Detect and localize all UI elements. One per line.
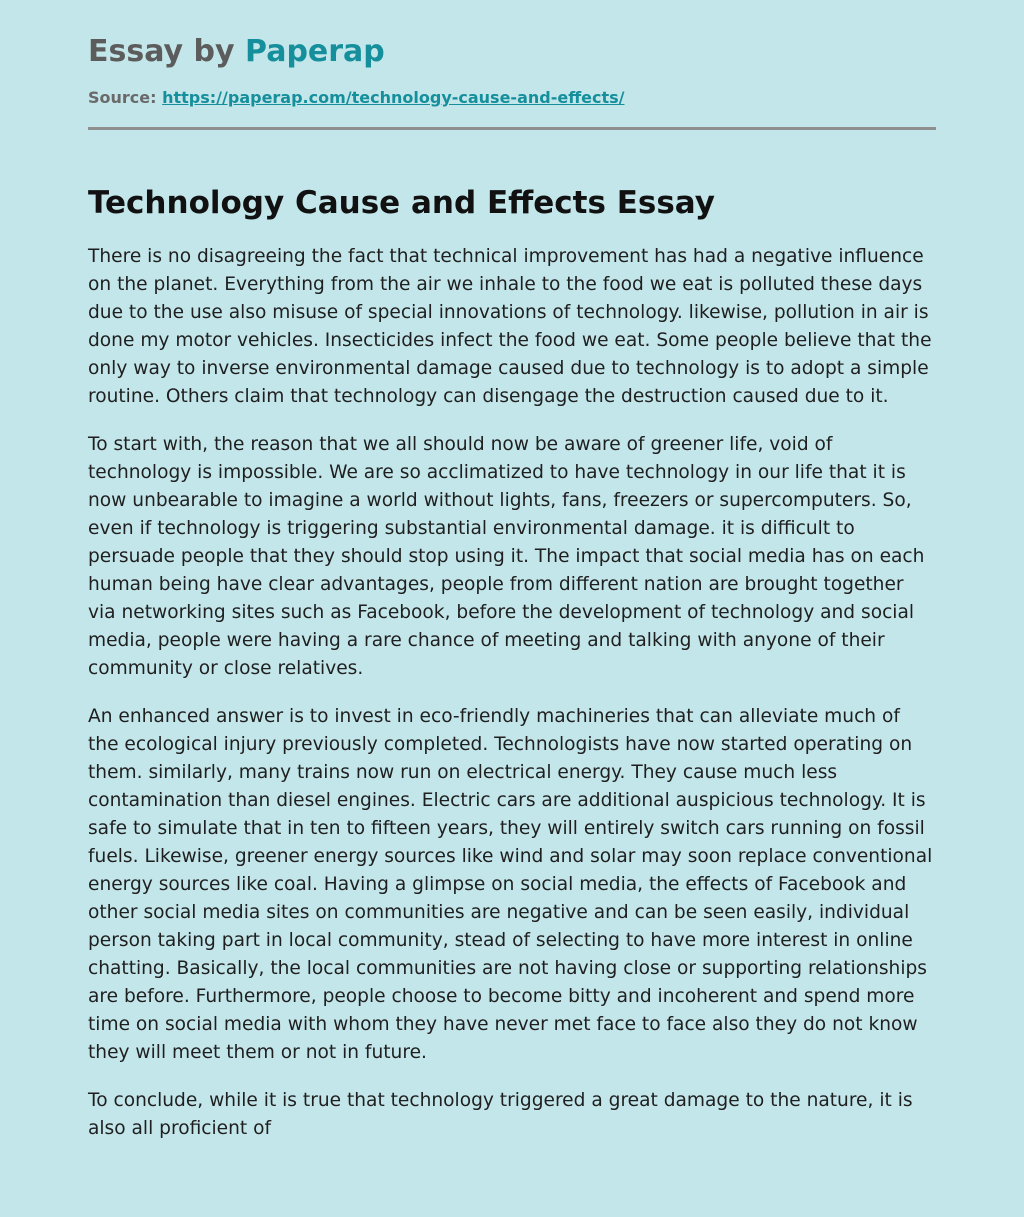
source-label: Source: [88,88,163,107]
essay-paragraph: An enhanced answer is to invest in eco-friendly machineries that can alleviate much of the ecological injury previously completed. Technologists have now started operating on them. similarly, many trains now run on electrical energy. They cause much less contamination than diesel engines. Electric cars are additional auspicious technology. It is safe to simulate that in ten to fifteen years, they will entirely switch cars running on fossil fuels. Likewise, greener energy sources like wind and solar may soon replace conventional energy sources like coal. Having a glimpse on social media, the effects of Facebook and other social media sites on communities are negative and can be seen easily, individual person taking part in local community, stead of selecting to have more interest in online chatting. Basically, the local communities are not having close or supporting relationships are before. Furthermore, people choose to become bitty and incoherent and spend more time on social media with whom they have never met face to face also they do not know they will meet them or not in future. [88,706,933,1063]
source-line [88,86,936,110]
source-link[interactable]: https://paperap.com/technology-cause-and-effects/ [162,88,625,107]
essay-paragraph: There is no disagreeing the fact that technical improvement has had a negative influence on the planet. Everything from the air we inhale to the food we eat is polluted these days due to the use also misuse of special innovations of technology. likewise, pollution in air is done my motor vehicles. Insecticides infect the food we eat. Some people believe that the only way to inverse environmental damage caused due to technology is to adopt a simple routine. Others claim that technology can disengage the destruction caused due to it. [88,246,932,407]
brand-name: Paperap [245,34,385,69]
site-brand [88,0,936,72]
essay-page [88,0,936,1143]
essay-body [88,243,936,1143]
brand-prefix: Essay by [88,34,246,69]
essay-paragraph: To start with, the reason that we all should now be aware of greener life, void of technology is impossible. We are so acclimatized to have technology in our life that it is now unbearable to imagine a world without lights, fans, freezers or supercomputers. So, even if technology is triggering substantial environmental damage. it is difficult to persuade people that they should stop using it. The impact that social media has on each human being have clear advantages, people from different nation are brought together via networking sites such as Facebook, before the development of technology and social media, people were having a rare chance of meeting and talking with anyone of their community or close relatives. [88,434,925,679]
essay-title: Technology Cause and Effects Essay [88,185,715,221]
essay-paragraph: To conclude, while it is true that technology triggered a great damage to the nature, it is also all proficient of [88,1090,913,1139]
header-divider [88,127,936,130]
